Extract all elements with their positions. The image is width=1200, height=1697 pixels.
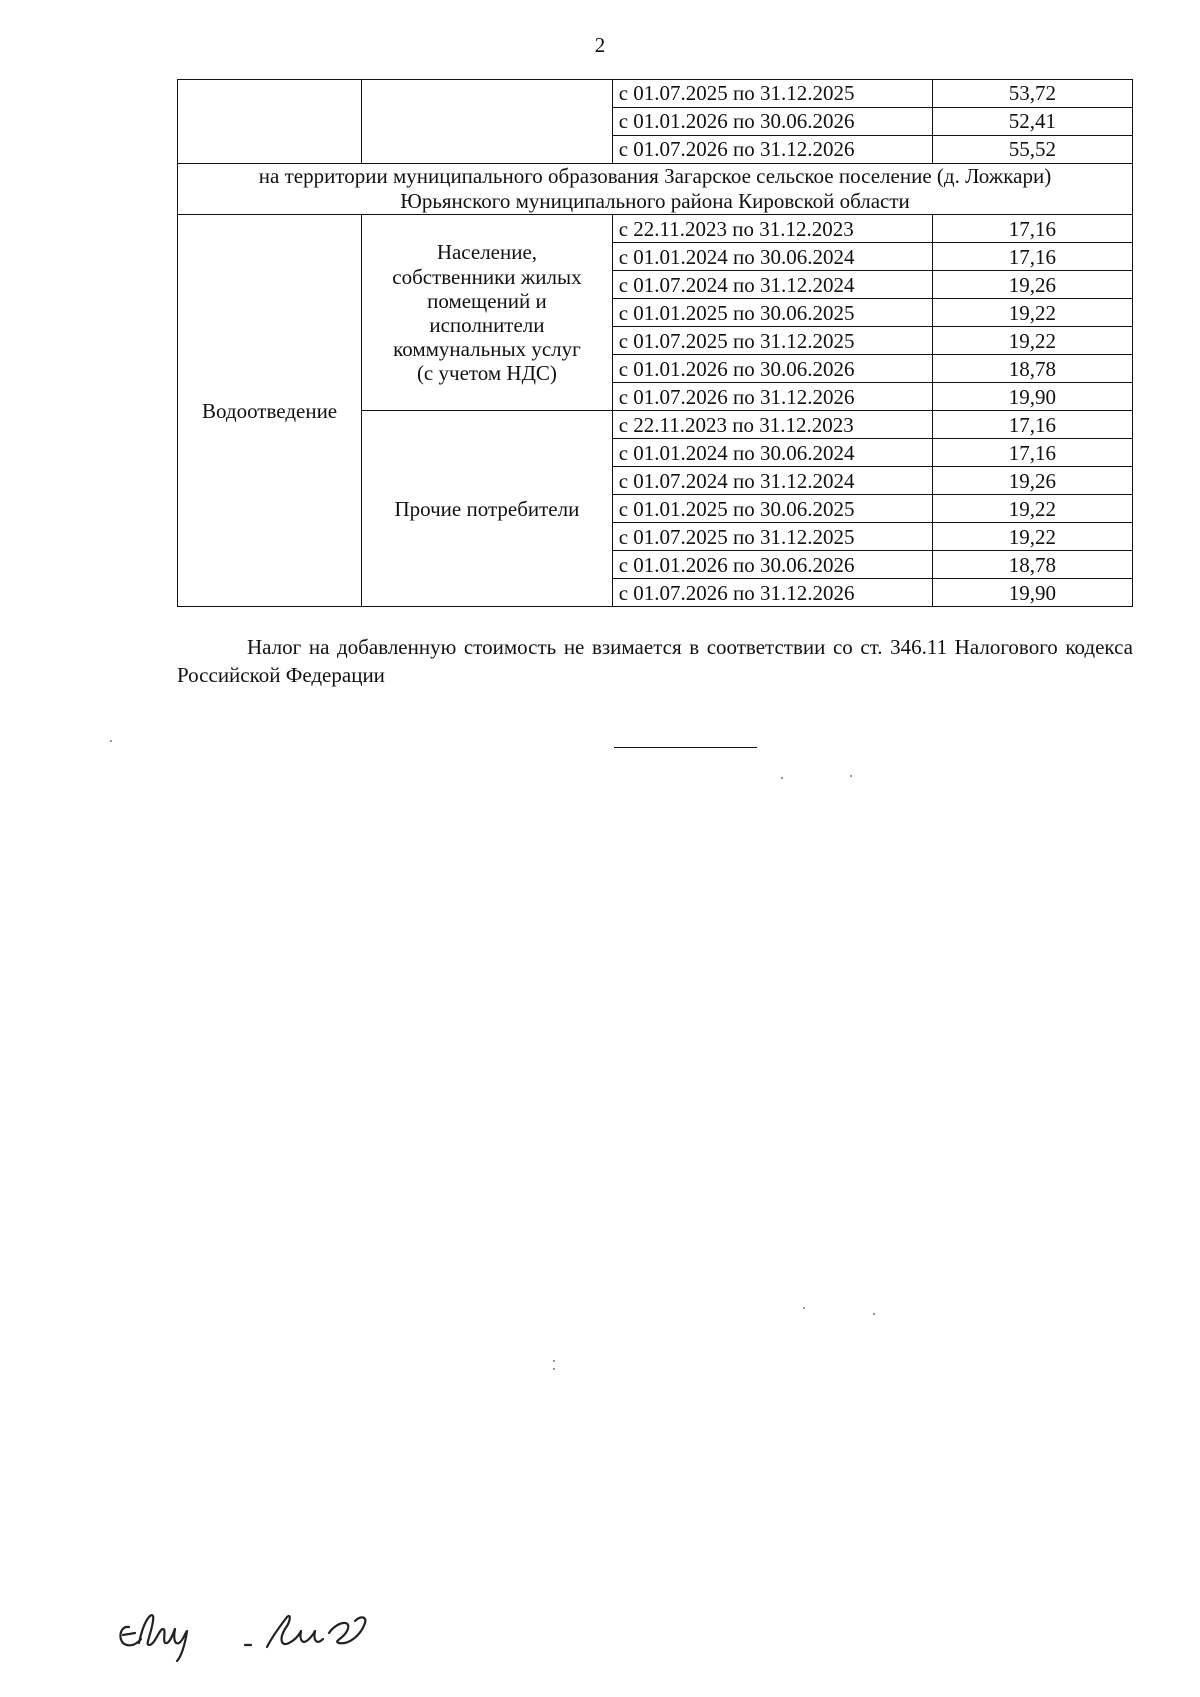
signatures	[115, 1595, 405, 1665]
handwritten-signature-2	[245, 1616, 365, 1647]
period-cell: с 01.07.2024 по 31.12.2024	[612, 271, 932, 299]
section-heading	[178, 164, 1133, 215]
consumer-line: коммунальных услуг	[393, 337, 581, 362]
handwritten-signature-1	[120, 1615, 187, 1661]
tariff-value-cell: 19,26	[932, 467, 1132, 495]
period-cell: с 01.01.2024 по 30.06.2024	[612, 439, 932, 467]
period-cell: с 01.07.2026 по 31.12.2026	[612, 136, 932, 164]
end-divider-line	[614, 747, 757, 748]
period-cell: с 01.07.2025 по 31.12.2025	[612, 523, 932, 551]
period-cell: с 01.01.2026 по 30.06.2026	[612, 551, 932, 579]
consumer-line: исполнители	[429, 312, 545, 337]
tariff-value-cell: 19,22	[932, 327, 1132, 355]
period-cell: с 01.07.2025 по 31.12.2025	[612, 327, 932, 355]
tariff-table	[177, 79, 1133, 607]
page-number: 2	[594, 33, 606, 57]
empty-consumer-cell	[362, 80, 613, 164]
consumer-line: Население,	[436, 240, 538, 265]
period-cell: с 01.01.2026 по 30.06.2026	[612, 355, 932, 383]
consumer-group-cell	[362, 411, 613, 607]
consumer-line: Прочие потребители	[394, 496, 580, 521]
period-cell: с 01.01.2025 по 30.06.2025	[612, 299, 932, 327]
tariff-value-cell: 19,22	[932, 495, 1132, 523]
tariff-value-cell: 17,16	[932, 215, 1132, 243]
period-cell: с 22.11.2023 по 31.12.2023	[612, 411, 932, 439]
table-row	[178, 80, 1133, 108]
tariff-value-cell: 17,16	[932, 411, 1132, 439]
period-cell: с 01.01.2026 по 30.06.2026	[612, 108, 932, 136]
period-cell: с 01.07.2026 по 31.12.2026	[612, 383, 932, 411]
tariff-value-cell: 18,78	[932, 551, 1132, 579]
vat-note: Налог на добавленную стоимость не взимается в соответствии со ст. 346.11 Налогового кодекса Российской Федерации	[177, 635, 1133, 687]
tariff-value-cell: 19,90	[932, 579, 1132, 607]
table-row	[178, 215, 1133, 243]
period-cell: с 01.07.2024 по 31.12.2024	[612, 467, 932, 495]
tariff-value-cell: 19,22	[932, 299, 1132, 327]
tariff-value-cell: 17,16	[932, 439, 1132, 467]
section-heading-line: на территории муниципального образования Загарское сельское поселение (д. Ложкари)	[258, 164, 1052, 188]
tariff-table-body	[178, 80, 1133, 607]
period-cell: с 01.07.2025 по 31.12.2025	[612, 80, 932, 108]
tariff-value-cell: 17,16	[932, 243, 1132, 271]
period-cell: с 22.11.2023 по 31.12.2023	[612, 215, 932, 243]
tariff-value-cell: 19,26	[932, 271, 1132, 299]
period-cell: с 01.01.2024 по 30.06.2024	[612, 243, 932, 271]
section-heading-line: Юрьянского муниципального района Кировской области	[400, 189, 910, 214]
consumer-line: помещений и	[427, 288, 547, 313]
period-cell: с 01.07.2026 по 31.12.2026	[612, 579, 932, 607]
consumer-line: (с учетом НДС)	[416, 361, 557, 386]
service-cell: Водоотведение	[178, 215, 362, 607]
tariff-value-cell: 53,72	[932, 80, 1132, 108]
tariff-value-cell: 19,22	[932, 523, 1132, 551]
empty-service-cell	[178, 80, 362, 164]
section-row	[178, 164, 1133, 215]
period-cell: с 01.01.2025 по 30.06.2025	[612, 495, 932, 523]
consumer-group-cell	[362, 215, 613, 411]
tariff-value-cell: 18,78	[932, 355, 1132, 383]
tariff-value-cell: 52,41	[932, 108, 1132, 136]
consumer-line: собственники жилых	[392, 264, 582, 289]
tariff-value-cell: 55,52	[932, 136, 1132, 164]
tariff-value-cell: 19,90	[932, 383, 1132, 411]
